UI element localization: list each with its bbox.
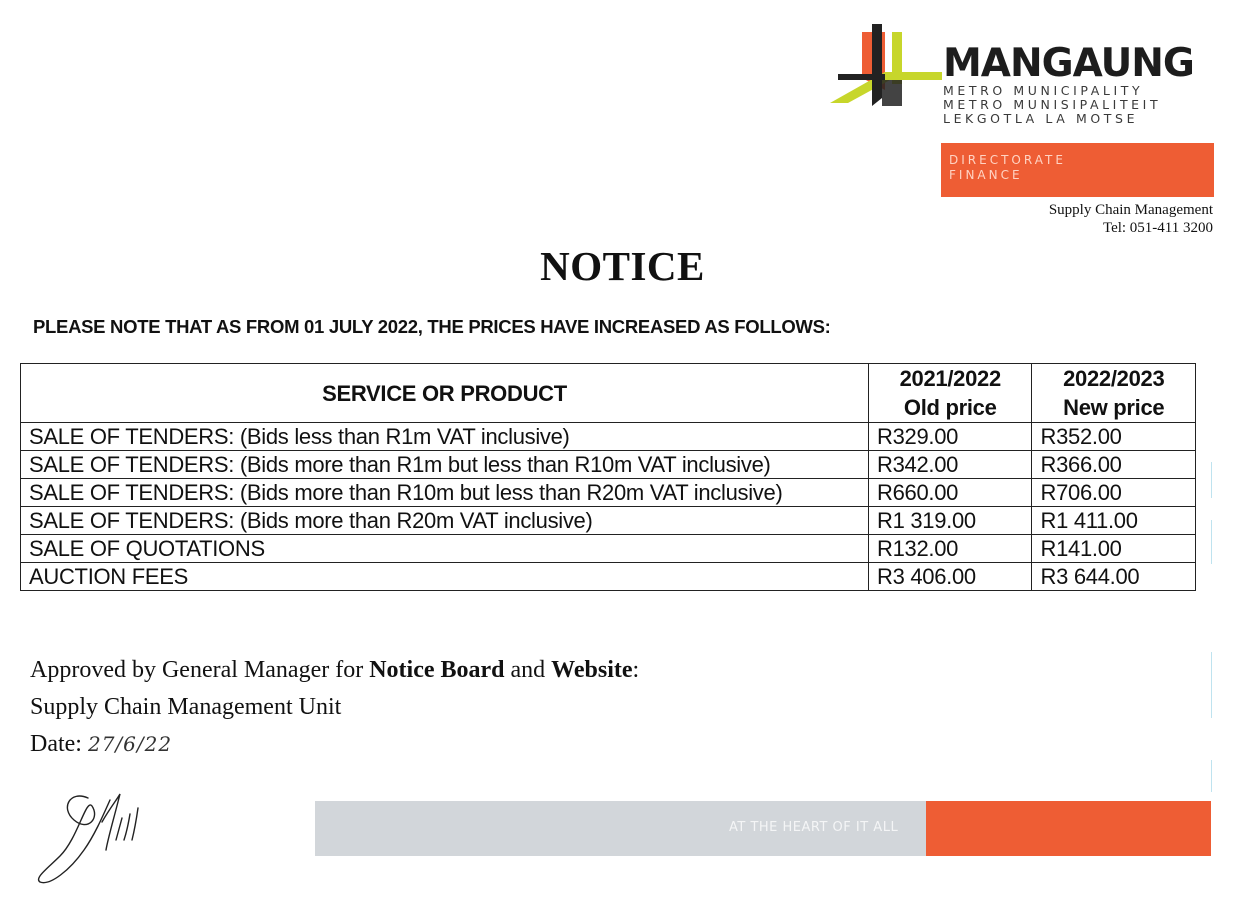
header-old-year: 2021/2022 — [899, 366, 1001, 391]
approval-block — [30, 652, 639, 763]
table-row — [21, 535, 1196, 563]
notice-title: NOTICE — [540, 243, 705, 289]
row-item: SALE OF QUOTATIONS — [21, 535, 869, 563]
directorate-line-2: FINANCE — [949, 168, 1023, 182]
row-new-price: R141.00 — [1032, 535, 1196, 563]
table-row — [21, 451, 1196, 479]
approval-colon: : — [632, 657, 640, 683]
approval-line — [30, 652, 639, 689]
footer-slogan: AT THE HEART OF IT ALL — [729, 820, 899, 835]
brand-line-2: METRO MUNISIPALITEIT — [943, 97, 1162, 112]
brand-line-3: LEKGOTLA LA MOTSE — [943, 111, 1139, 126]
header-new-year: 2022/2023 — [1063, 366, 1165, 391]
row-new-price: R3 644.00 — [1032, 563, 1196, 591]
telephone: Tel: 051-411 3200 — [1102, 220, 1213, 236]
scan-edge-mark — [1211, 760, 1212, 792]
row-item: SALE OF TENDERS: (Bids more than R20m VAT inclusive) — [21, 507, 869, 535]
row-item: SALE OF TENDERS: (Bids less than R1m VAT inclusive) — [21, 423, 869, 451]
brand-block — [943, 41, 1223, 126]
mangaung-logo-icon — [830, 18, 942, 110]
approval-and: and — [504, 657, 552, 683]
row-old-price: R1 319.00 — [868, 507, 1032, 535]
table-row — [21, 479, 1196, 507]
approval-unit: Supply Chain Management Unit — [30, 694, 342, 720]
row-new-price: R352.00 — [1032, 423, 1196, 451]
approval-date — [30, 726, 639, 763]
directorate-line-1: DIRECTORATE — [949, 153, 1066, 167]
row-old-price: R660.00 — [868, 479, 1032, 507]
table-row — [21, 563, 1196, 591]
notice-subtitle: PLEASE NOTE THAT AS FROM 01 JULY 2022, THE PRICES HAVE INCREASED AS FOLLOWS: — [33, 316, 831, 337]
scan-edge-mark — [1211, 652, 1212, 718]
row-new-price: R706.00 — [1032, 479, 1196, 507]
row-item: SALE OF TENDERS: (Bids more than R1m but less than R10m VAT inclusive) — [21, 451, 869, 479]
approval-prefix: Approved by General Manager for — [30, 657, 370, 683]
row-old-price: R3 406.00 — [868, 563, 1032, 591]
table-row — [21, 423, 1196, 451]
header-new-label: New price — [1063, 395, 1165, 420]
signature-icon — [30, 778, 210, 888]
row-item: SALE OF TENDERS: (Bids more than R10m but less than R20m VAT inclusive) — [21, 479, 869, 507]
brand-name: MANGAUNG — [943, 41, 1194, 86]
row-new-price: R366.00 — [1032, 451, 1196, 479]
approval-notice-board: Notice Board — [369, 657, 505, 683]
header-old-price — [868, 364, 1032, 423]
date-label: Date: — [30, 731, 82, 757]
table-header-row — [21, 364, 1196, 423]
directorate-banner — [941, 143, 1214, 197]
row-item: AUCTION FEES — [21, 563, 869, 591]
row-new-price: R1 411.00 — [1032, 507, 1196, 535]
approval-website: Website — [551, 657, 633, 683]
footer-banner — [315, 801, 1211, 856]
header-old-label: Old price — [903, 395, 997, 420]
price-table — [20, 363, 1196, 591]
row-old-price: R329.00 — [868, 423, 1032, 451]
table-row — [21, 507, 1196, 535]
header-new-price — [1032, 364, 1196, 423]
brand-line-1: METRO MUNICIPALITY — [943, 83, 1144, 98]
contact-block — [1049, 201, 1213, 237]
header-service: SERVICE OR PRODUCT — [21, 364, 869, 423]
row-old-price: R342.00 — [868, 451, 1032, 479]
scan-edge-mark — [1211, 520, 1212, 564]
unit-name: Supply Chain Management — [1048, 202, 1213, 218]
scan-edge-mark — [1211, 462, 1212, 498]
footer-accent-block — [926, 801, 1211, 856]
date-value: 27/6/22 — [87, 732, 173, 756]
row-old-price: R132.00 — [868, 535, 1032, 563]
